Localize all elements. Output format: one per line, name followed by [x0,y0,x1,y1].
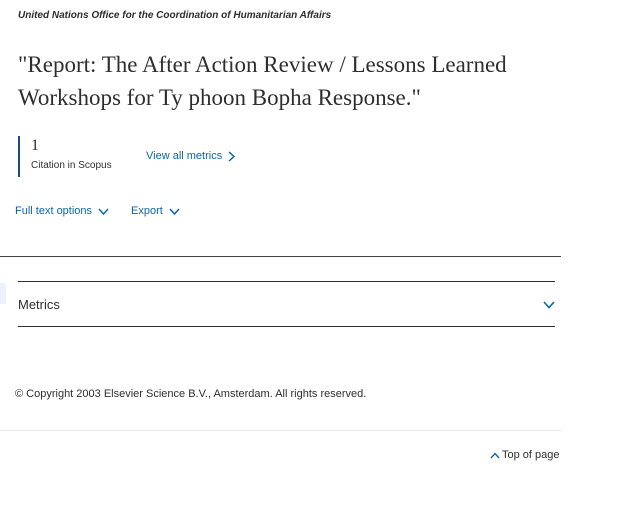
citation-label: Citation in Scopus [31,160,112,171]
copyright-notice: © Copyright 2003 Elsevier Science B.V., Amsterdam. All rights reserved. [15,388,367,400]
divider [18,326,555,327]
view-all-metrics-link[interactable] [146,150,235,162]
citation-count: 1 [31,137,39,154]
source-title: United Nations Office for the Coordination of Humanitarian Affairs [18,10,332,21]
chevron-down-icon [543,301,555,309]
chevron-right-icon [228,151,235,162]
view-all-metrics-label: View all metrics [146,150,223,162]
metrics-section-toggle[interactable] [18,282,555,326]
footer-divider [0,430,561,431]
full-text-options-dropdown[interactable] [15,205,109,217]
top-of-page-link[interactable] [490,449,560,461]
export-label: Export [131,205,163,217]
document-title: "Report: The After Action Review / Lessons Learned Workshops for Ty phoon Bopha Response." [18,52,507,110]
metrics-section-label: Metrics [18,296,60,312]
divider [0,256,561,257]
citation-metric [18,136,112,177]
side-tab[interactable] [0,283,6,304]
chevron-down-icon [169,208,180,215]
export-dropdown[interactable] [131,205,180,217]
chevron-up-icon [490,452,500,459]
chevron-down-icon [98,208,109,215]
full-text-options-label: Full text options [15,205,93,217]
top-of-page-label: Top of page [502,449,560,461]
